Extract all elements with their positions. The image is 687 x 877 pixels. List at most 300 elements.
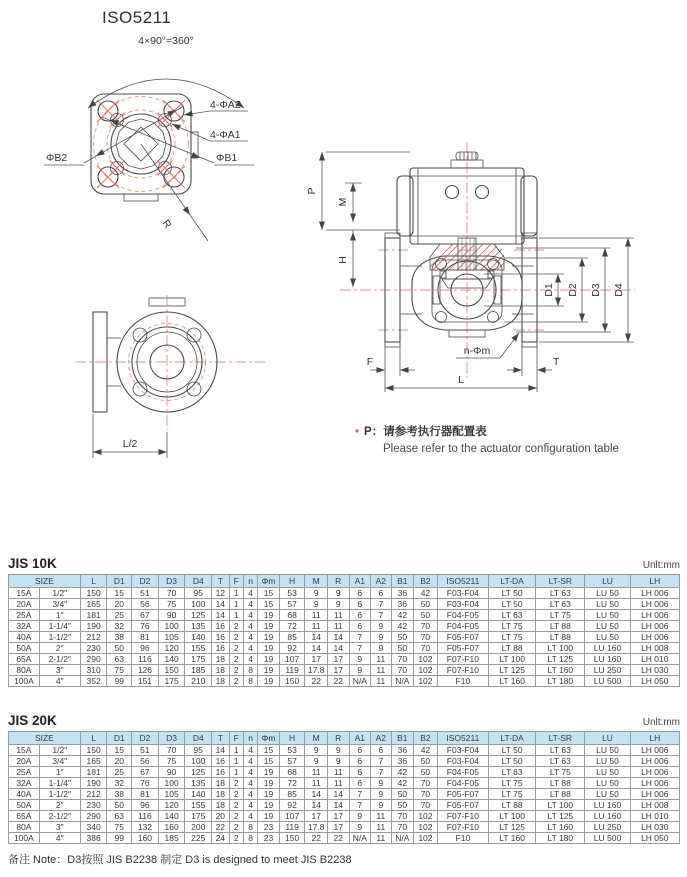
table-cell: 4 [243,745,257,756]
table-cell: 56 [132,756,159,767]
table-cell: 165 [80,756,107,767]
dimension-n-phi-m [456,331,521,358]
table-cell: 14 [327,643,349,654]
table-cell: 25A [9,610,40,621]
dimension-t [507,344,560,392]
dimension-a1 [171,121,248,141]
table-cell: 155 [185,800,212,811]
table-cell: 4 [243,654,257,665]
column-header: H [279,575,305,588]
table-cell: LT 50 [489,745,536,756]
table-cell: 2 [229,665,243,676]
dimension-r [141,144,208,241]
table-cell: 18 [212,676,229,687]
table-cell: LT 88 [536,778,585,789]
table-cell: LT 63 [536,756,585,767]
dimension-table-jis-20k [8,731,680,844]
table-cell: 185 [158,833,185,844]
table-cell: LT 100 [536,643,585,654]
table-cell: 100 [158,621,185,632]
table-cell: 175 [158,676,185,687]
table-cell: 386 [80,833,107,844]
table-cell: 70 [414,789,438,800]
table-cell: 14 [212,599,229,610]
table-cell: LU 160 [585,643,630,654]
table-cell: LU 500 [585,676,630,687]
table-cell: 9 [349,665,371,676]
table-cell: 4 [243,789,257,800]
table-cell: 100A [9,833,40,844]
table-cell: 1 [229,756,243,767]
table-cell: 6 [349,778,371,789]
table-cell: 76 [132,621,159,632]
table-cell: 36 [391,588,414,599]
table-cell: 38 [107,632,132,643]
l-label: L [458,374,464,386]
table-cell: LU 50 [585,745,630,756]
table-cell: 16 [212,643,229,654]
table-cell: 2 [229,789,243,800]
table-cell: 11 [327,767,349,778]
table-cell: 11 [371,833,392,844]
table-cell: 14 [327,800,349,811]
table-cell: F10 [437,676,488,687]
table-cell: LH 006 [630,588,679,599]
table-cell: N/A [391,676,414,687]
table-row [9,811,680,822]
table-row [9,822,680,833]
table-cell: 11 [305,621,328,632]
table-cell: 107 [279,811,305,822]
column-header: LT-SR [536,575,585,588]
dimension-l2 [93,414,167,458]
iso5211-mounting-pad-diagram [38,30,303,260]
table-cell: 50 [107,800,132,811]
table-cell: LU 250 [585,822,630,833]
table-cell: LU 160 [585,811,630,822]
table-cell: 95 [185,745,212,756]
table-cell: 50 [391,789,414,800]
table-cell: 160 [132,833,159,844]
table-cell: 81 [132,632,159,643]
table-cell: 42 [391,621,414,632]
column-header: D1 [107,732,132,745]
jis-10k-section [8,556,680,687]
jis-20k-section [8,713,680,844]
d3-label: D3 [590,283,602,297]
table-cell: 42 [414,745,438,756]
table-cell: 80A [9,822,40,833]
table-cell: 1-1/4″ [39,778,80,789]
table-cell: 90 [158,610,185,621]
table-cell: 140 [158,654,185,665]
table-cell: 80A [9,665,40,676]
table-cell: 50 [391,643,414,654]
table-cell: 1 [229,599,243,610]
table-cell: LT 63 [489,767,536,778]
table-cell: F04-F05 [437,778,488,789]
table-cell: 105 [158,632,185,643]
table-cell: 68 [279,610,305,621]
table-cell: 23 [258,833,280,844]
table-cell: 11 [305,610,328,621]
b2-label: ΦB2 [46,152,68,164]
column-header: H [279,732,305,745]
table-cell: 6 [349,588,371,599]
table-cell: 75 [107,665,132,676]
table-cell: LT 75 [536,610,585,621]
column-header: F [229,732,243,745]
table-cell: 2 [229,778,243,789]
dimension-a2 [183,99,248,118]
table-cell: 9 [371,621,392,632]
table-cell: 53 [279,745,305,756]
unit-label: Unlt:mm [642,560,680,571]
table-cell: LH 006 [630,745,679,756]
table-cell: 14 [305,632,328,643]
column-header: Φm [258,575,280,588]
table-cell: LH 006 [630,632,679,643]
table-cell: 9 [305,599,328,610]
table-cell: 1″ [39,767,80,778]
table-cell: 14 [305,800,328,811]
table-cell: LT 100 [489,811,536,822]
centerlines [75,295,265,430]
table-cell: 25 [107,767,132,778]
table-row [9,778,680,789]
l2-label: L/2 [122,438,138,450]
table-cell: F04-F05 [437,767,488,778]
table-cell: 119 [279,665,305,676]
table-cell: 160 [158,822,185,833]
actuator-note [355,424,619,458]
table-cell: 68 [279,767,305,778]
f-label: F [366,356,374,368]
table-cell: 102 [414,833,438,844]
table-cell: LT 125 [489,665,536,676]
table-cell: LT 63 [536,588,585,599]
table-cell: 25 [107,610,132,621]
table-cell: 75 [158,599,185,610]
dimension-p [306,152,410,230]
table-cell: 4 [243,632,257,643]
table-cell: 14 [212,610,229,621]
footer-note: 备注 Note：D3按照 JIS B2238 制定 D3 is designed to meet JIS B2238 [8,854,352,866]
table-cell: 15 [258,588,280,599]
table-cell: LT 63 [536,599,585,610]
table-cell: 70 [391,654,414,665]
table-cell: 32A [9,778,40,789]
table-cell: 51 [132,588,159,599]
table-cell: 16 [212,621,229,632]
column-header: D4 [185,575,212,588]
table-title: JIS 10K [8,556,57,571]
table-cell: 135 [185,778,212,789]
table-cell: 165 [80,599,107,610]
table-row [9,767,680,778]
table-cell: LT 88 [489,643,536,654]
table-cell: 132 [132,822,159,833]
table-cell: 22 [305,676,328,687]
table-cell: 7 [371,599,392,610]
table-cell: 175 [185,811,212,822]
table-cell: LU 50 [585,756,630,767]
table-row [9,632,680,643]
table-cell: 2 [229,632,243,643]
table-cell: LT 160 [536,665,585,676]
r-label: R [159,217,174,231]
table-cell: 4 [243,778,257,789]
table-cell: 230 [80,643,107,654]
table-cell: 107 [279,654,305,665]
table-cell: 9 [349,811,371,822]
table-cell: 22 [212,822,229,833]
table-cell: LH 050 [630,676,679,687]
table-cell: F07-F10 [437,654,488,665]
table-cell: 17 [327,822,349,833]
table-row [9,610,680,621]
table-row [9,621,680,632]
table-cell: 6 [349,599,371,610]
table-cell: 56 [132,599,159,610]
table-cell: 352 [80,676,107,687]
table-cell: 120 [158,800,185,811]
table-cell: 100 [158,778,185,789]
table-cell: 290 [80,654,107,665]
column-header: R [327,732,349,745]
table-cell: F03-F04 [437,756,488,767]
table-cell: LH 006 [630,767,679,778]
table-cell: 1-1/2″ [39,632,80,643]
table-cell: 8 [243,676,257,687]
table-cell: 65A [9,654,40,665]
table-cell: 4 [243,588,257,599]
table-cell: 11 [371,665,392,676]
table-cell: 140 [158,811,185,822]
table-cell: 6 [349,745,371,756]
table-cell: 6 [371,588,392,599]
table-cell: 51 [132,745,159,756]
table-cell: 6 [349,610,371,621]
table-cell: LH 010 [630,654,679,665]
table-cell: LH 010 [630,811,679,822]
column-header: LT-DA [489,732,536,745]
table-cell: 70 [391,665,414,676]
table-cell: 9 [327,745,349,756]
table-cell: 11 [371,676,392,687]
table-cell: 50 [414,767,438,778]
column-header: LH [630,575,679,588]
column-header: LU [585,732,630,745]
table-cell: 15 [107,745,132,756]
table-cell: 2 [229,822,243,833]
dimension-f [367,344,415,392]
table-cell: F03-F04 [437,599,488,610]
dimension-m [337,183,362,222]
t-label: T [553,356,560,368]
table-cell: 1/2″ [39,588,80,599]
table-cell: 25A [9,767,40,778]
table-cell: 3″ [39,822,80,833]
column-header: LH [630,732,679,745]
table-cell: 17 [327,811,349,822]
column-header: n [243,732,257,745]
table-cell: 2 [229,676,243,687]
table-cell: 125 [185,610,212,621]
table-cell: LT 75 [489,632,536,643]
table-cell: F04-F05 [437,621,488,632]
table-cell: 70 [158,745,185,756]
table-cell: 1 [229,745,243,756]
table-cell: 18 [212,665,229,676]
column-header: D3 [158,575,185,588]
column-header: B1 [391,575,414,588]
table-cell: 11 [371,822,392,833]
table-cell: 102 [414,811,438,822]
table-cell: 7 [371,610,392,621]
table-cell: F07-F10 [437,811,488,822]
table-cell: 105 [158,789,185,800]
table-cell: 99 [107,676,132,687]
table-cell: 19 [258,632,280,643]
table-cell: 225 [185,833,212,844]
table-cell: 16 [212,756,229,767]
table-cell: 212 [80,789,107,800]
table-cell: 175 [185,654,212,665]
table-cell: 140 [185,789,212,800]
table-cell: 8 [243,833,257,844]
table-cell: LH 030 [630,822,679,833]
table-cell: LU 50 [585,767,630,778]
page-title: ISO5211 [102,8,172,27]
column-header: B2 [414,732,438,745]
table-cell: 32 [107,778,132,789]
table-cell: 135 [185,621,212,632]
table-cell: 76 [132,778,159,789]
table-cell: LH 006 [630,756,679,767]
table-cell: LH 006 [630,778,679,789]
table-cell: 70 [391,822,414,833]
table-cell: 42 [391,778,414,789]
column-header: M [305,575,328,588]
table-cell: 14 [305,643,328,654]
table-cell: 150 [80,588,107,599]
table-cell: LH 006 [630,789,679,800]
table-cell: 4″ [39,676,80,687]
table-cell: N/A [349,676,371,687]
table-cell: 72 [279,778,305,789]
table-cell: 4 [243,756,257,767]
header-row [9,732,680,745]
table-cell: 36 [391,599,414,610]
table-cell: 8 [243,665,257,676]
table-cell: 4 [243,643,257,654]
table-cell: LT 100 [536,800,585,811]
table-cell: LT 63 [489,610,536,621]
a1-label: 4-ΦA1 [210,129,241,141]
table-cell: 9 [305,756,328,767]
table-cell: F05-F07 [437,632,488,643]
table-cell: 120 [158,643,185,654]
angle-label: 4×90°=360° [138,35,194,47]
table-cell: 19 [258,767,280,778]
column-header: n [243,575,257,588]
table-cell: LH 006 [630,610,679,621]
table-cell: 4 [243,599,257,610]
table-cell: 2-1/2″ [39,811,80,822]
table-cell: LT 160 [489,833,536,844]
table-cell: 11 [305,767,328,778]
table-cell: 4″ [39,833,80,844]
table-cell: 75 [158,756,185,767]
table-cell: 100 [185,599,212,610]
table-cell: 14 [327,789,349,800]
table-cell: F07-F10 [437,822,488,833]
table-cell: 92 [279,800,305,811]
table-cell: 85 [279,789,305,800]
column-header: ISO5211 [437,575,488,588]
table-cell: 15 [258,756,280,767]
table-row [9,800,680,811]
table-cell: 1 [229,588,243,599]
table-cell: 67 [132,767,159,778]
table-cell: 19 [258,778,280,789]
table-cell: 116 [132,654,159,665]
table-cell: 150 [279,833,305,844]
table-cell: 3″ [39,665,80,676]
table-cell: 2 [229,643,243,654]
table-cell: LU 160 [585,654,630,665]
table-cell: 151 [132,676,159,687]
column-header: LU [585,575,630,588]
table-cell: LH 050 [630,833,679,844]
table-cell: 70 [158,588,185,599]
p-label: P [306,187,318,195]
table-cell: LU 250 [585,665,630,676]
table-cell: 50 [391,800,414,811]
table-cell: 65A [9,811,40,822]
table-cell: 190 [80,621,107,632]
column-header: A2 [371,732,392,745]
table-cell: 6 [349,756,371,767]
table-cell: 36 [391,756,414,767]
table-cell: 22 [327,676,349,687]
table-cell: 16 [212,767,229,778]
table-cell: LT 88 [489,800,536,811]
table-row [9,643,680,654]
table-cell: LT 75 [489,778,536,789]
table-cell: 20 [107,756,132,767]
column-header: SIZE [9,732,81,745]
table-cell: 70 [391,811,414,822]
table-cell: 20A [9,756,40,767]
column-header: T [212,575,229,588]
table-cell: 32 [107,621,132,632]
table-cell: 19 [258,665,280,676]
table-cell: 15 [258,599,280,610]
table-cell: 22 [327,833,349,844]
table-cell: LT 50 [489,599,536,610]
table-cell: 14 [305,789,328,800]
table-cell: F05-F07 [437,643,488,654]
table-cell: 9 [327,599,349,610]
table-cell: 92 [279,643,305,654]
column-header: ISO5211 [437,732,488,745]
table-cell: 102 [414,665,438,676]
table-cell: 6 [349,621,371,632]
table-cell: LU 50 [585,588,630,599]
table-cell: 50 [414,756,438,767]
